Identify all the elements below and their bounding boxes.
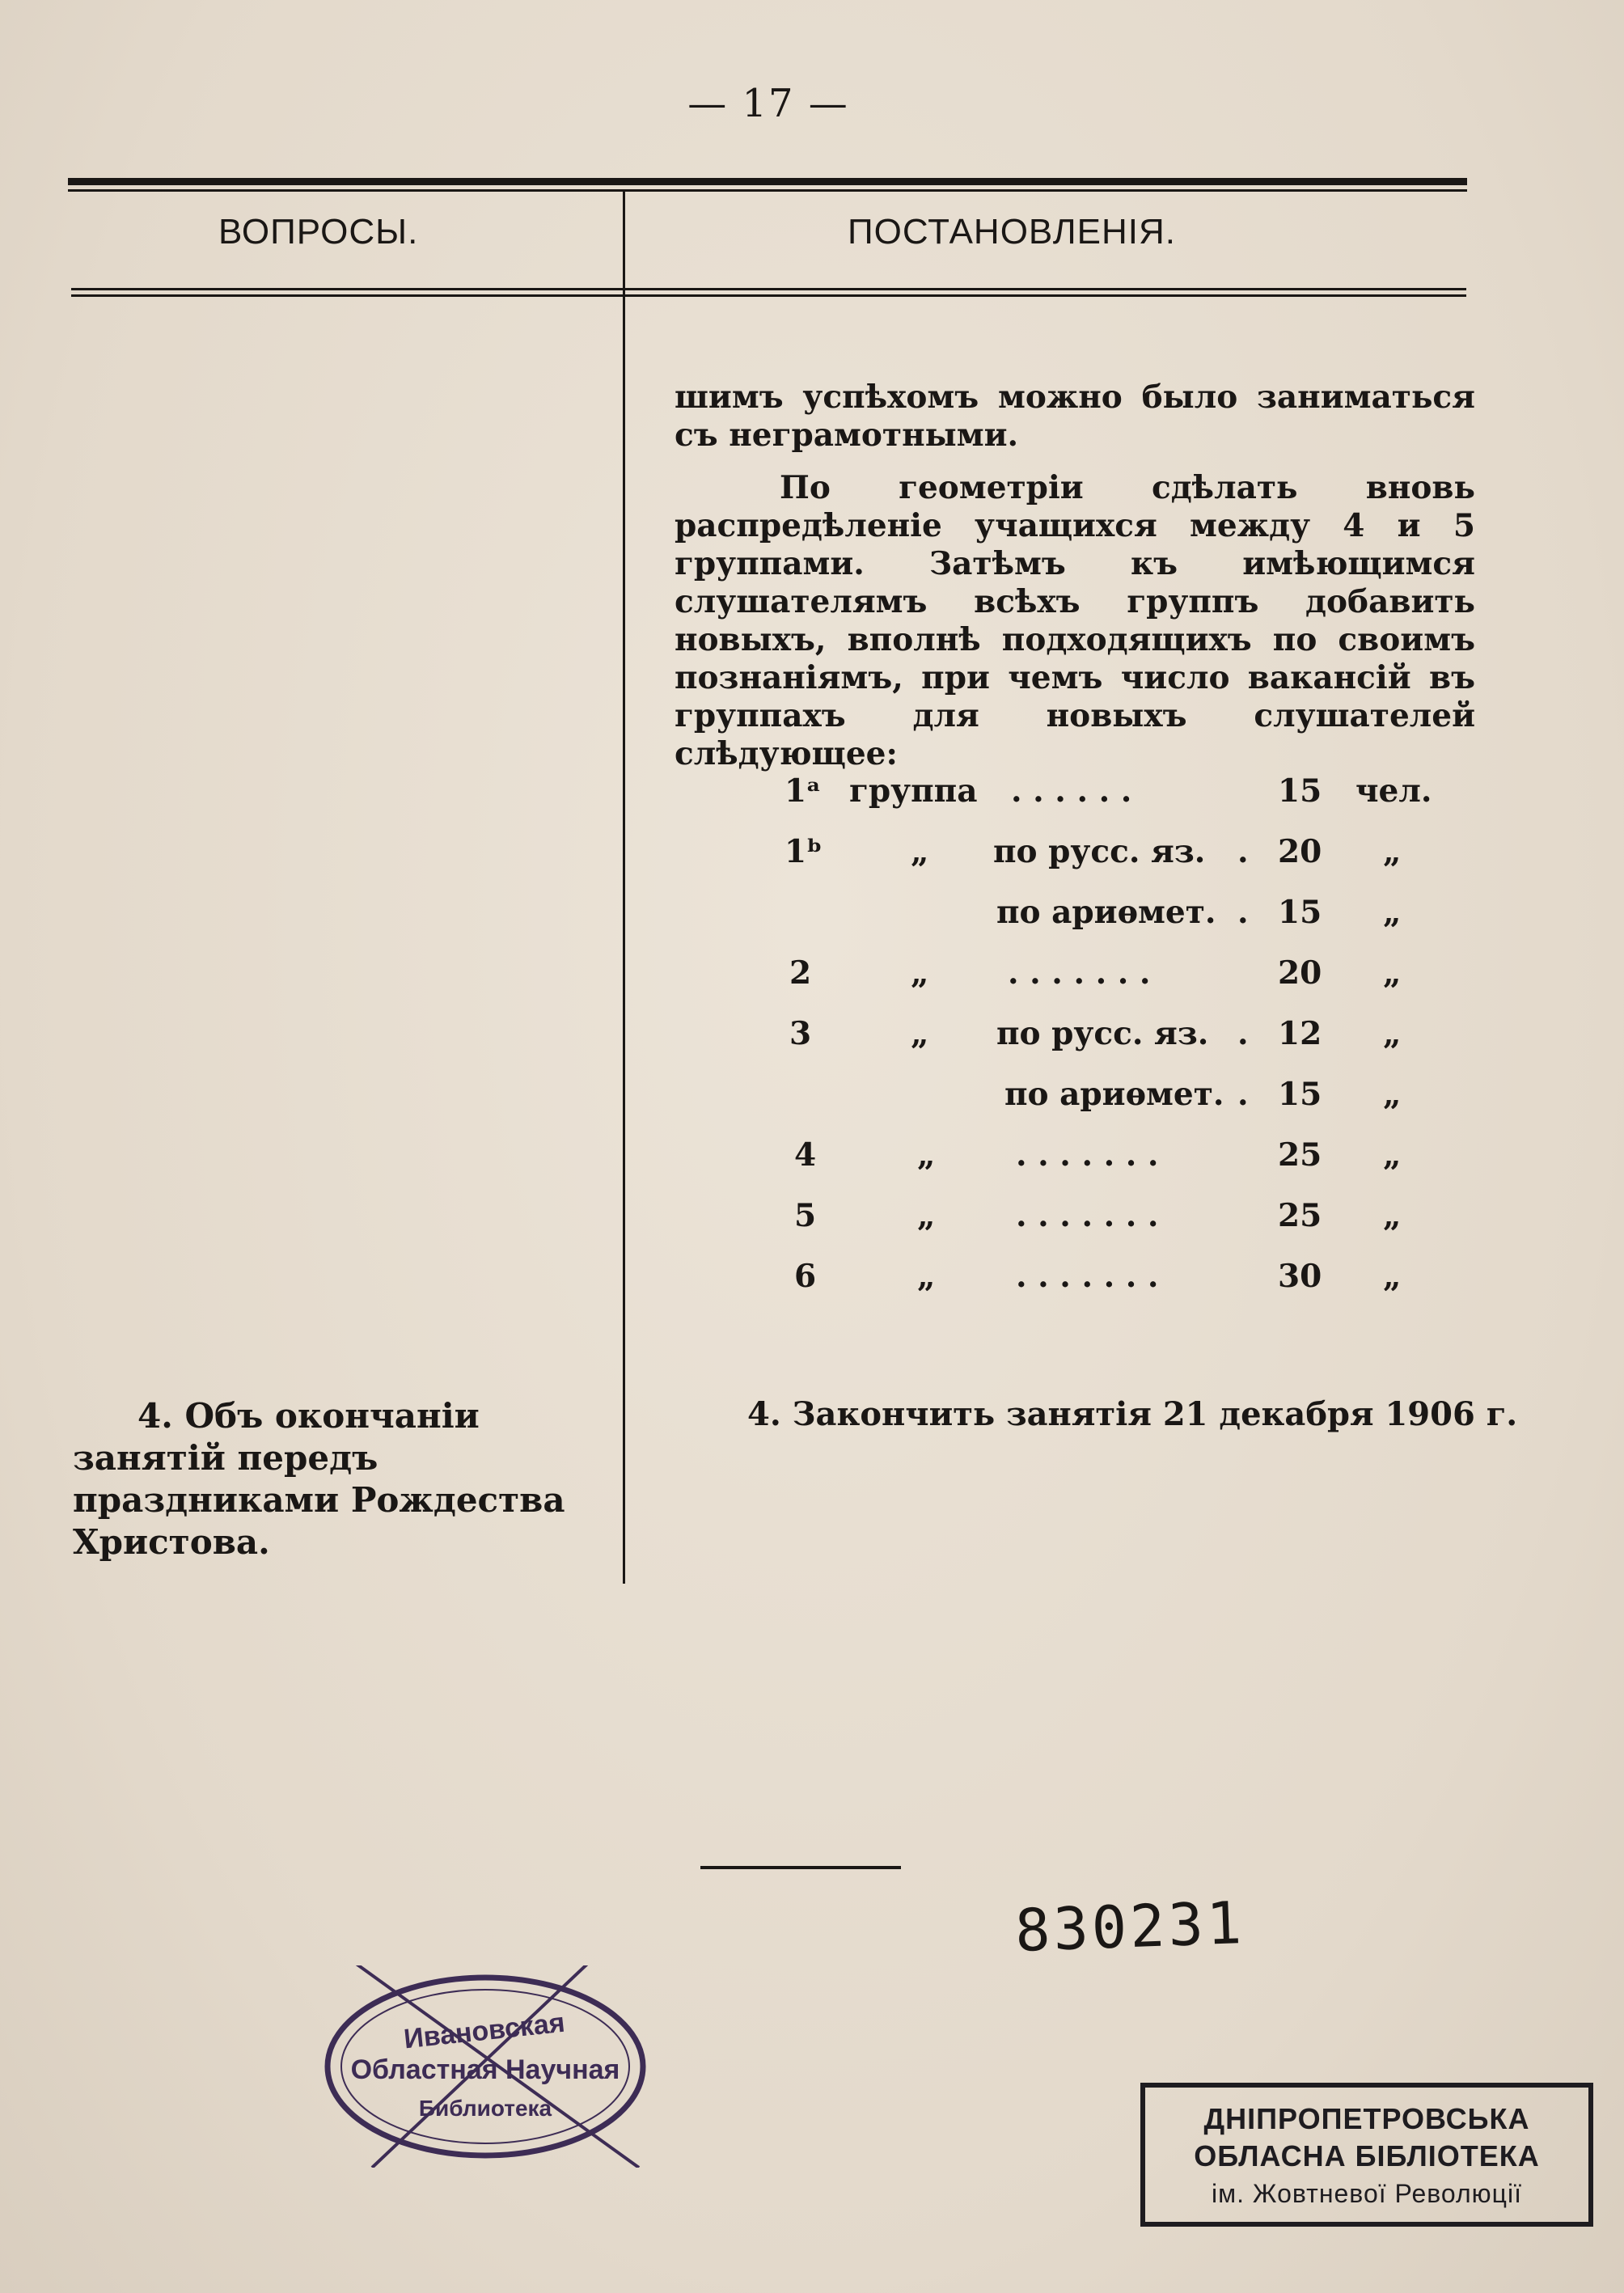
vacancy-unit: „ <box>1383 1136 1402 1174</box>
vacancy-unit: чел. <box>1355 772 1432 810</box>
vacancy-dots: . . . . . . . <box>1016 1258 1159 1295</box>
top-rule-thin <box>68 189 1467 192</box>
vacancy-label: „ <box>917 1136 936 1174</box>
oval-library-stamp <box>315 1965 655 2168</box>
vacancy-count: 15 <box>1278 772 1322 810</box>
resolutions-header: ПОСТАНОВЛЕНІЯ. <box>848 212 1177 252</box>
vacancy-subject: по русс. яз. <box>996 1015 1209 1052</box>
footer-rule <box>700 1866 901 1869</box>
question-4 <box>73 1395 590 1563</box>
decision-4: 4. Закончить занятія 21 декабря 1906 г. <box>747 1395 1518 1433</box>
vacancy-count: 30 <box>1278 1258 1322 1295</box>
vacancy-label: „ <box>917 1197 936 1234</box>
column-divider <box>623 191 625 1584</box>
vacancy-group: 6 <box>794 1258 817 1295</box>
question-4-text: 4. Объ окончаніи занятій передъ праздниками Рождества Христова. <box>73 1396 565 1562</box>
vacancy-count: 12 <box>1278 1015 1322 1052</box>
vacancy-subject: по ариѳмет. <box>1004 1076 1224 1113</box>
vacancy-dots: . <box>1237 894 1249 931</box>
vacancy-label: группа <box>849 772 978 810</box>
vacancy-count: 15 <box>1278 1076 1322 1113</box>
vacancy-unit: „ <box>1383 1258 1402 1295</box>
oval-stamp-graphic <box>315 1965 655 2168</box>
vacancy-count: 25 <box>1278 1197 1322 1234</box>
vacancy-unit: „ <box>1383 1015 1402 1052</box>
vacancy-count: 20 <box>1278 954 1322 992</box>
vacancy-label: „ <box>911 954 929 992</box>
vacancy-dots: . <box>1237 833 1249 870</box>
questions-header: ВОПРОСЫ. <box>218 212 419 252</box>
oval-stamp-line-1: Ивановская <box>402 2007 567 2055</box>
resolutions-text <box>675 379 1475 788</box>
oval-stamp-line-2: Областная Научная <box>350 2054 620 2085</box>
rect-stamp-line-1: ДНІПРОПЕТРОВСЬКА <box>1203 2102 1530 2135</box>
vacancy-unit: „ <box>1383 894 1402 931</box>
vacancy-group: 1ᵇ <box>785 833 823 870</box>
vacancy-subject: по ариѳмет. <box>996 894 1216 931</box>
vacancy-subject: по русс. яз. <box>993 833 1206 870</box>
page-number: — 17 — <box>687 81 849 126</box>
vacancy-count: 25 <box>1278 1136 1322 1174</box>
rect-stamp-line-2: ОБЛАСНА БІБЛІОТЕКА <box>1194 2139 1540 2172</box>
header-rule-2 <box>71 294 1466 297</box>
vacancy-group: 4 <box>794 1136 817 1174</box>
vacancy-label: „ <box>917 1258 936 1295</box>
header-rule-1 <box>71 288 1466 290</box>
vacancy-unit: „ <box>1383 954 1402 992</box>
vacancy-dots: . . . . . . . <box>1016 1136 1159 1174</box>
vacancy-group: 1ᵃ <box>785 772 822 810</box>
oval-stamp-line-3: Библиотека <box>418 2096 552 2121</box>
vacancy-group: 5 <box>794 1197 817 1234</box>
vacancy-count: 15 <box>1278 894 1322 931</box>
vacancy-dots: . . . . . . <box>1011 772 1132 810</box>
vacancy-group: 3 <box>789 1015 812 1052</box>
vacancy-dots: . <box>1237 1076 1249 1113</box>
vacancy-dots: . . . . . . . <box>1016 1197 1159 1234</box>
vacancy-unit: „ <box>1383 1197 1402 1234</box>
vacancy-unit: „ <box>1383 833 1402 870</box>
resolution-paragraph-2: По геометріи сдѣлать вновь распредѣленіе учащихся между 4 и 5 группами. Затѣмъ къ имѣющимся слушателямъ всѣхъ группъ добавить новыхъ, вполнѣ подходящихъ по своимъ познаніямъ, при чемъ число вакансій въ группахъ для новыхъ слушателей слѣдующее: <box>675 469 1475 772</box>
vacancy-count: 20 <box>1278 833 1322 870</box>
inventory-number: 830231 <box>1013 1889 1246 1965</box>
rectangular-library-stamp <box>1140 2083 1593 2227</box>
top-rule-thick <box>68 178 1467 185</box>
resolution-paragraph-1: шимъ успѣхомъ можно было заниматься съ неграмотными. <box>675 379 1475 454</box>
vacancy-unit: „ <box>1383 1076 1402 1113</box>
vacancy-dots: . . . . . . . <box>1008 954 1151 992</box>
vacancy-group: 2 <box>789 954 812 992</box>
vacancy-label: „ <box>911 1015 929 1052</box>
vacancy-label: „ <box>911 833 929 870</box>
rect-stamp-line-3: ім. Жовтневої Революції <box>1212 2179 1522 2208</box>
vacancy-dots: . <box>1237 1015 1249 1052</box>
